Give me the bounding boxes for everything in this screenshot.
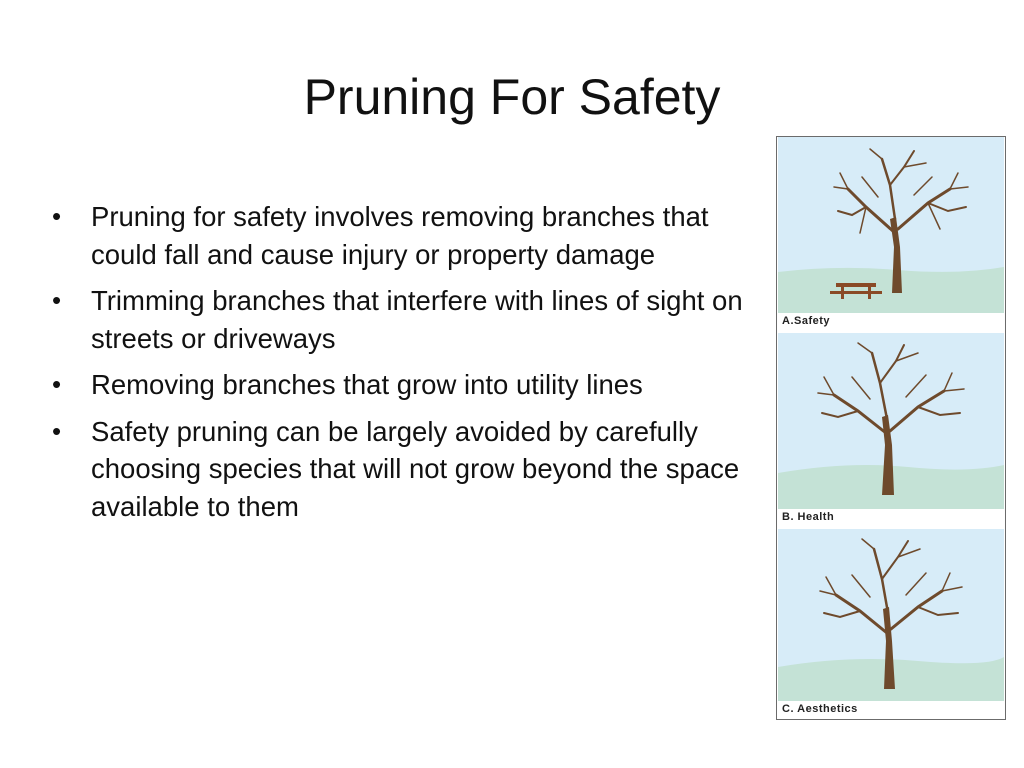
panel-aesthetics (778, 529, 1004, 719)
bullet-item (50, 413, 770, 526)
bullet-item (50, 198, 770, 273)
slide-title: Pruning For Safety (303, 69, 721, 125)
panel-label: B. Health (782, 511, 835, 523)
bullet-item (50, 282, 770, 357)
tree-aesthetics-illustration (778, 529, 1004, 701)
bullet-text: Safety pruning can be largely avoided by carefully choosing species that will not grow beyond the space available to them (91, 415, 740, 522)
bullet-icon: • (52, 369, 62, 399)
bullet-icon: • (52, 415, 62, 446)
bullet-icon: • (52, 201, 62, 231)
bullet-item (50, 366, 770, 404)
panel-label: C. Aesthetics (782, 703, 858, 715)
tree-pruning-figure (776, 136, 1006, 720)
bullet-list (50, 198, 770, 534)
bullet-text: Removing branches that grow into utility lines (91, 369, 643, 400)
tree-health-illustration (778, 333, 1004, 509)
panel-safety (778, 137, 1004, 333)
tree-safety-illustration (778, 137, 1004, 313)
bullet-text: Pruning for safety involves removing branches that could fall and cause injury or property damage (91, 201, 709, 270)
bullet-icon: • (52, 285, 62, 315)
panel-label: A.Safety (782, 315, 831, 327)
panel-health (778, 333, 1004, 529)
bullet-text: Trimming branches that interfere with lines of sight on streets or driveways (91, 285, 743, 354)
